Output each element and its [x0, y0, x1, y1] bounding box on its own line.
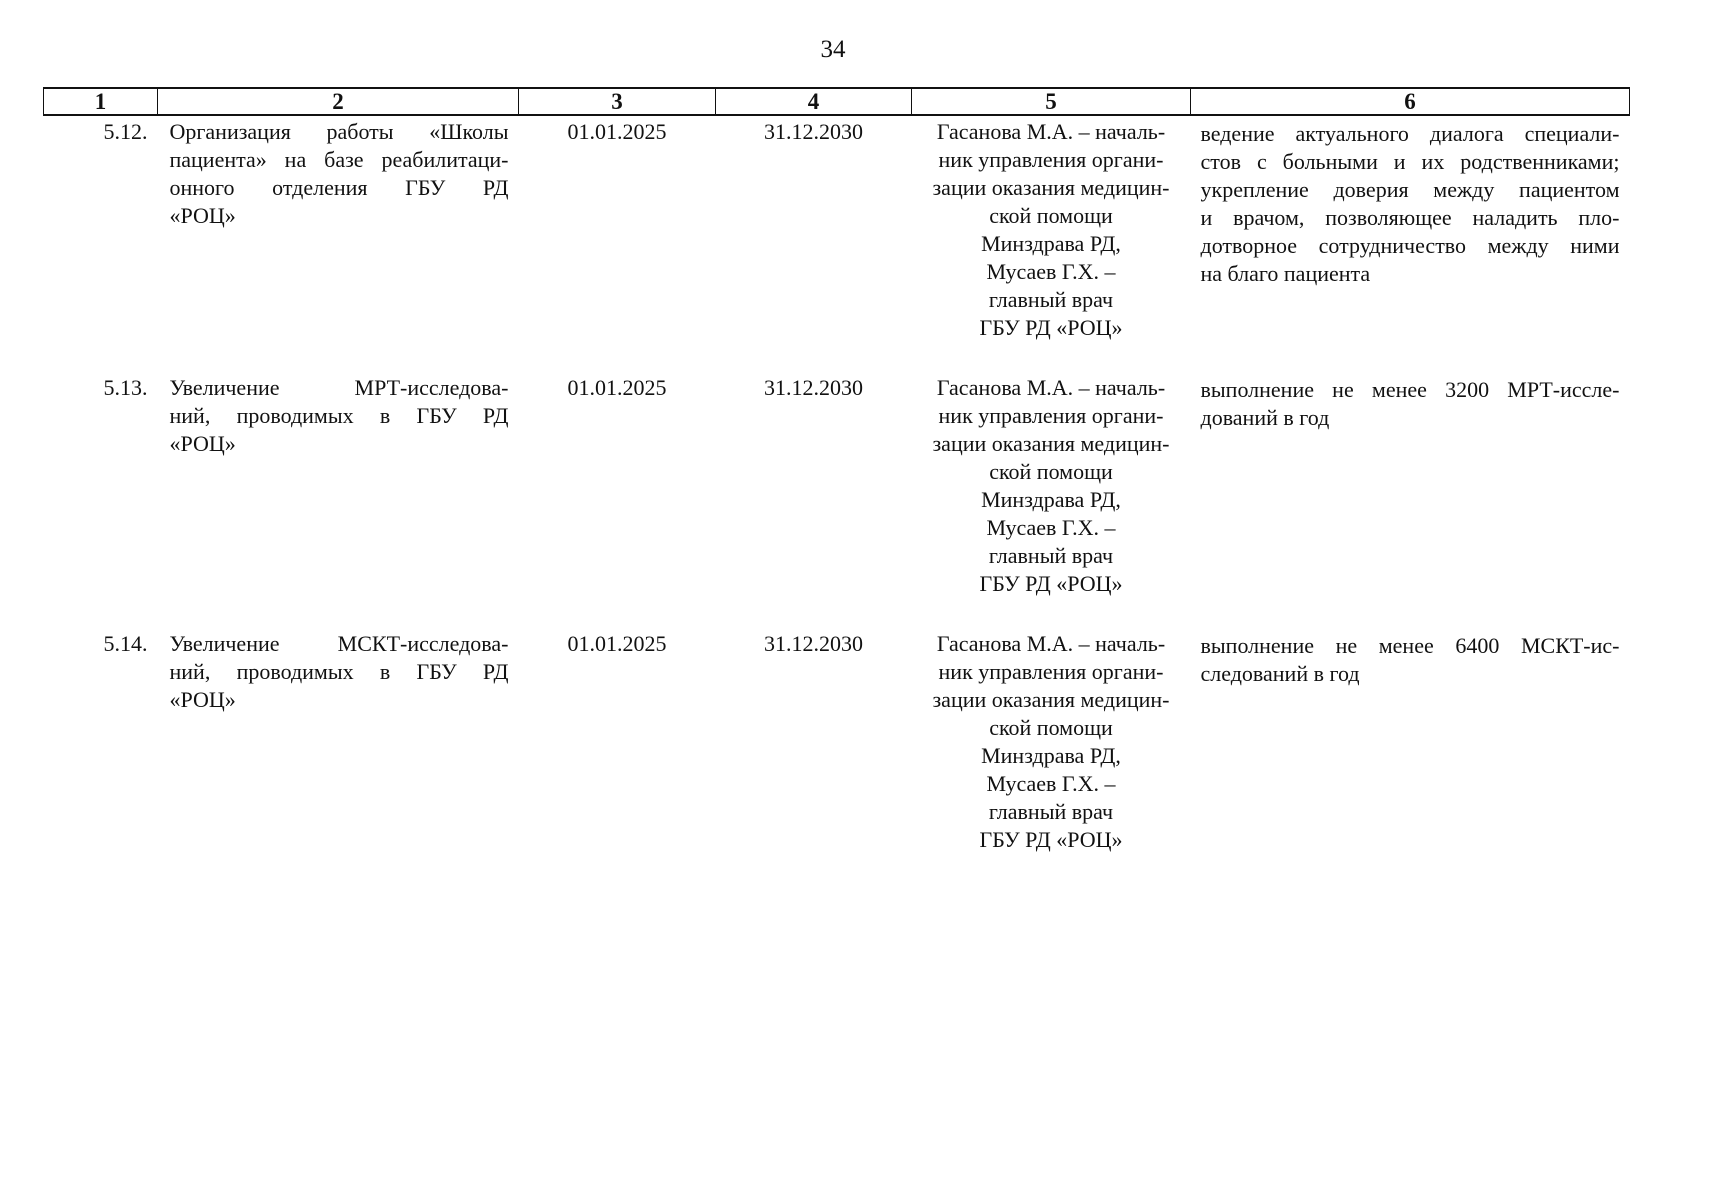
- end-date: 31.12.2030: [764, 119, 863, 144]
- activity-name: [158, 372, 519, 628]
- responsible-line: ГБУ РД «РОЦ»: [979, 571, 1123, 596]
- responsible-line: Минздрава РД,: [981, 487, 1121, 512]
- activity-name-line: Увеличение МСКТ-исследова-: [169, 631, 509, 656]
- result-line: выполнение не менее 6400 МСКТ-ис-: [1200, 633, 1620, 658]
- result-line: на благо пациента: [1200, 261, 1371, 286]
- activity-name: [158, 628, 519, 884]
- responsible-line: Минздрава РД,: [981, 231, 1121, 256]
- responsible-line: Гасанова М.А. – началь-: [936, 631, 1166, 656]
- header-col-5: 5: [912, 88, 1191, 115]
- responsible-line: ГБУ РД «РОЦ»: [979, 315, 1123, 340]
- row-number: 5.13.: [103, 375, 148, 400]
- activity-name-line: онного отделения ГБУ РД: [169, 175, 509, 200]
- result-line: стов с больными и их родственниками;: [1200, 149, 1620, 174]
- responsible-line: главный врач: [988, 543, 1114, 568]
- result-line: ведение актуального диалога специали-: [1200, 121, 1620, 146]
- header-col-4: 4: [716, 88, 912, 115]
- responsible-line: Мусаев Г.Х. –: [986, 771, 1116, 796]
- responsible-line: ской помощи: [989, 459, 1113, 484]
- row-number: 5.12.: [103, 119, 148, 144]
- responsible-line: ник управления органи-: [938, 659, 1164, 684]
- plan-table: [43, 87, 1630, 884]
- responsible-line: ской помощи: [989, 203, 1113, 228]
- responsible-line: Гасанова М.А. – началь-: [936, 119, 1166, 144]
- responsible-line: ник управления органи-: [938, 403, 1164, 428]
- table-row: [44, 115, 1630, 372]
- expected-result: [1191, 372, 1630, 628]
- end-date: 31.12.2030: [764, 375, 863, 400]
- activity-name-line: «РОЦ»: [169, 203, 236, 228]
- responsible-persons: [912, 372, 1191, 628]
- result-line: дотворное сотрудничество между ними: [1200, 233, 1620, 258]
- responsible-line: главный врач: [988, 799, 1114, 824]
- result-line: выполнение не менее 3200 МРТ-иссле-: [1200, 377, 1620, 402]
- row-number: 5.14.: [103, 631, 148, 656]
- activity-name-line: «РОЦ»: [169, 431, 236, 456]
- responsible-line: Мусаев Г.Х. –: [986, 259, 1116, 284]
- end-date: 31.12.2030: [764, 631, 863, 656]
- result-line: следований в год: [1200, 661, 1360, 686]
- start-date: 01.01.2025: [567, 631, 667, 656]
- responsible-persons: [912, 115, 1191, 372]
- start-date: 01.01.2025: [567, 119, 667, 144]
- table-row: [44, 628, 1630, 884]
- responsible-line: зации оказания медицин-: [932, 687, 1170, 712]
- table-header-row: [44, 88, 1630, 115]
- responsible-line: Гасанова М.А. – началь-: [936, 375, 1166, 400]
- activity-name-line: «РОЦ»: [169, 687, 236, 712]
- table-row: [44, 372, 1630, 628]
- result-line: укрепление доверия между пациентом: [1200, 177, 1620, 202]
- responsible-line: зации оказания медицин-: [932, 431, 1170, 456]
- responsible-line: главный врач: [988, 287, 1114, 312]
- responsible-line: зации оказания медицин-: [932, 175, 1170, 200]
- activity-name-line: ний, проводимых в ГБУ РД: [169, 403, 509, 428]
- responsible-persons: [912, 628, 1191, 884]
- activity-name-line: пациента» на базе реабилитаци-: [169, 147, 509, 172]
- result-line: дований в год: [1200, 405, 1330, 430]
- page-number: 34: [820, 36, 846, 63]
- result-line: и врачом, позволяющее наладить пло-: [1200, 205, 1620, 230]
- responsible-line: ГБУ РД «РОЦ»: [979, 827, 1123, 852]
- responsible-line: ник управления органи-: [938, 147, 1164, 172]
- header-col-6: 6: [1191, 88, 1630, 115]
- header-col-1: 1: [44, 88, 158, 115]
- activity-name: [158, 115, 519, 372]
- activity-name-line: Увеличение МРТ-исследова-: [169, 375, 509, 400]
- expected-result: [1191, 628, 1630, 884]
- responsible-line: Минздрава РД,: [981, 743, 1121, 768]
- header-col-3: 3: [519, 88, 716, 115]
- activity-name-line: ний, проводимых в ГБУ РД: [169, 659, 509, 684]
- expected-result: [1191, 115, 1630, 372]
- plan-table-wrapper: [43, 87, 1629, 884]
- activity-name-line: Организация работы «Школы: [169, 119, 509, 144]
- responsible-line: ской помощи: [989, 715, 1113, 740]
- start-date: 01.01.2025: [567, 375, 667, 400]
- responsible-line: Мусаев Г.Х. –: [986, 515, 1116, 540]
- header-col-2: 2: [158, 88, 519, 115]
